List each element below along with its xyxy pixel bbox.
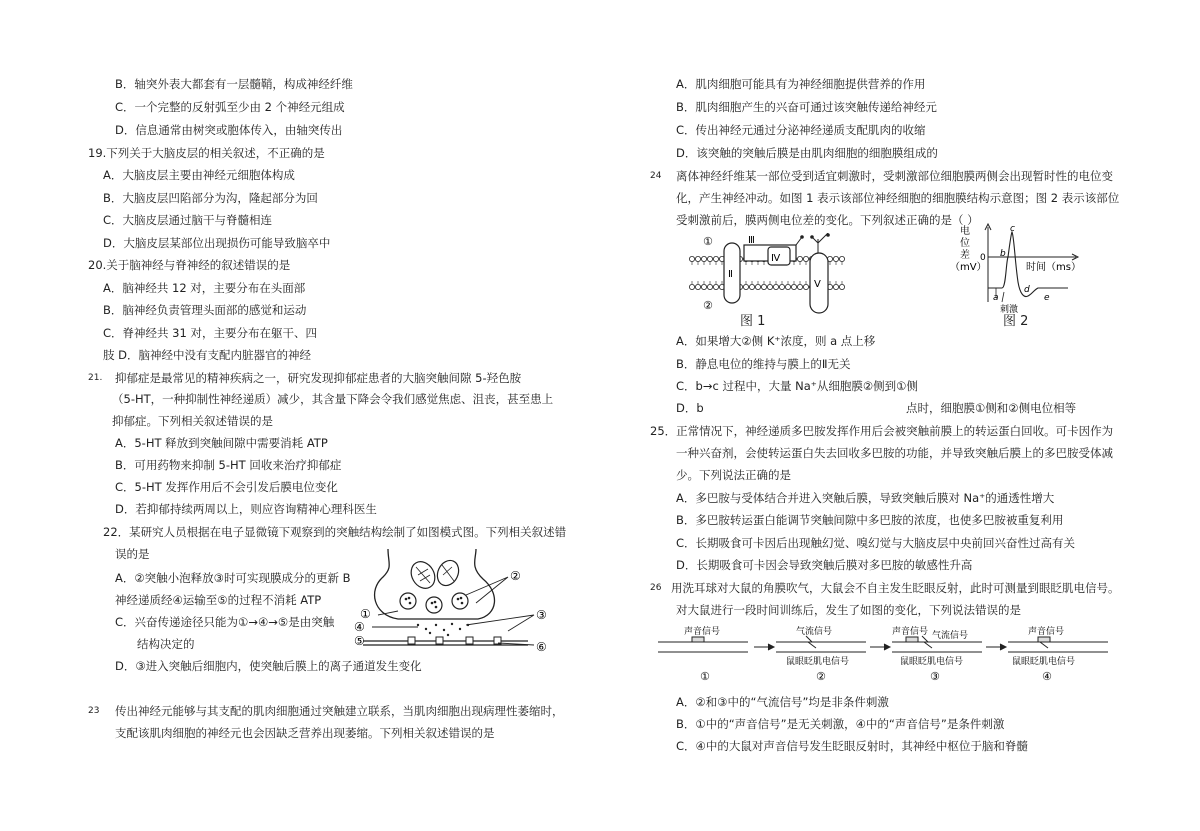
lipid-head [743,284,748,289]
q23-option-c: C．传出神经元通过分泌神经递质支配肌肉的收缩 [676,123,926,137]
q21-stem-line-2: （5-HT，一种抑制性神经递质）减少，其含量下降会令我们感觉焦虑、沮丧，甚至患上 [112,392,554,406]
q18-option-d: D．信息通常由树突或胞体传入，由轴突传出 [115,123,343,137]
q25-stem-line-1: 25．正常情况下，神经递质多巴胺发挥作用后会被突触前膜上的转运蛋白回收。可卡因作为 [650,424,1114,438]
q24-number: 24 [650,171,662,181]
zero-label: 0 [980,253,986,263]
panel-2-top: 气流信号 [796,627,833,637]
lipid-head [755,284,760,289]
conditioning-diagram [656,622,1112,684]
figure-2-caption: 图 2 [1003,314,1029,329]
panel-3-top: 声音信号 [892,627,929,637]
q26-number: 26 [650,583,662,593]
q26-option-c: C．④中的大鼠对声音信号发生眨眼反射时，其神经中枢位于脑和脊髓 [676,739,1028,753]
q19-stem: 19.下列关于大脑皮层的相关叙述，不正确的是 [88,146,325,160]
q19-option-c: C．大脑皮层通过脑干与脊髓相连 [103,213,273,227]
synapse-label-5: ⑤ [354,634,365,648]
q20-option-c: C．脊神经共 31 对，主要分布在躯干、四 [103,326,317,340]
q23-option-b: B．肌肉细胞产生的兴奋可通过该突触传递给神经元 [676,100,937,114]
lipid-head [701,284,706,289]
q22-option-b: 神经递质经④运输至⑤的过程不消耗 ATP [115,593,322,607]
panel-3-bottom: 鼠眼眨肌电信号 [900,657,964,667]
q25-stem-line-3: 少。下列说法正确的是 [676,468,791,482]
synapse-label-6: ⑥ [536,640,547,654]
ylabel-unit: （mV） [950,262,987,273]
q23-stem-line-1: 传出神经元能够与其支配的肌肉细胞通过突触建立联系，当肌肉细胞出现病理性萎缩时， [115,704,564,718]
potential-graph [948,222,1088,314]
panel-4-num: ④ [1042,670,1052,683]
ylabel-char-1: 电 [960,226,970,237]
lipid-head [779,284,784,289]
panel-1-num: ① [700,670,710,683]
q22-stem-line-1: 22．某研究人员根据在电子显微镜下观察到的突触结构绘制了如图模式图。下列相关叙述错 [103,525,567,539]
lipid-head [713,256,718,261]
stimulus-label: 刺激 [1000,305,1019,314]
lipid-head [773,284,778,289]
q21-option-a: A．5-HT 释放到突触间隙中需要消耗 ATP [115,436,328,450]
panel-2-num: ② [816,670,826,683]
q26-option-b: B．①中的“声音信号”是无关刺激，④中的“声音信号”是条件刺激 [676,717,1005,731]
lipid-head [695,284,700,289]
q22-option-c: C．兴奋传递途径只能为①→④→⑤是由突触 [115,615,335,629]
q26-option-a: A．②和③中的“气流信号”均是非条件刺激 [676,695,889,709]
q23-option-d: D．该突触的突触后膜是由肌肉细胞的细胞膜组成的 [676,146,938,160]
point-e: e [1044,293,1050,303]
q25-option-b: B．多巴胺转运蛋白能调节突触间隙中多巴胺的浓度，也使多巴胺被重复利用 [676,513,1064,527]
lipid-head [695,256,700,261]
lipid-head [707,284,712,289]
point-b: b [1000,249,1006,259]
q25-option-a: A．多巴胺与受体结合并进入突触后膜，导致突触后膜对 Na⁺的通透性增大 [676,491,1055,505]
panel-4-top: 声音信号 [1028,627,1065,637]
lipid-head [761,284,766,289]
q21-option-b: B．可用药物来抑制 5-HT 回收来治疗抑郁症 [115,458,342,472]
q20-option-a: A．脑神经共 12 对，主要分布在头面部 [103,281,306,295]
lipid-head [839,256,844,261]
xlabel: 时间（ms） [1026,262,1081,273]
q25-stem-line-2: 一种兴奋剂，会使转运蛋白失去回收多巴胺的功能，并导致突触后膜上的多巴胺受体减 [676,446,1113,460]
q24-option-d-start: D．b [676,401,704,415]
q24-stem-line-1: 离体神经纤维某一部位受到适宜刺激时，受刺激部位细胞膜两侧会出现暂时性的电位变 [676,169,1113,183]
q21-option-c: C．5-HT 发挥作用后不会引发后膜电位变化 [115,480,338,494]
lipid-head [797,284,802,289]
q18-option-c: C．一个完整的反射弧至少由 2 个神经元组成 [115,100,345,114]
q22-option-d: D．③进入突触后细胞内，使突触后膜上的离子通道发生变化 [115,659,422,673]
q20-stem: 20.关于脑神经与脊神经的叙述错误的是 [88,258,291,272]
q23-stem-line-2: 支配该肌肉细胞的神经元也会因缺乏营养出现萎缩。下列相关叙述错误的是 [115,726,495,740]
q23-number: 23 [88,706,100,716]
membrane-side-2: ② [703,299,713,312]
panel-4-bottom: 鼠眼眨肌电信号 [1012,657,1076,667]
lipid-head [785,284,790,289]
lipid-head [833,256,838,261]
lipid-head [803,284,808,289]
q21-number: 21. [88,373,103,383]
ylabel-char-3: 差 [960,250,970,261]
lipid-head [689,284,694,289]
q25-option-d: D．长期吸食可卡因会导致突触后膜对多巴胺的敏感性升高 [676,558,973,572]
lipid-head [713,284,718,289]
ylabel-char-2: 位 [960,238,970,249]
synapse-label-4: ④ [354,620,365,634]
lipid-head [839,284,844,289]
lipid-head [833,284,838,289]
q20-option-b: B．脑神经负责管理头面部的感觉和运动 [103,303,307,317]
q22-option-a: A．②突触小泡释放③时可实现膜成分的更新 B [115,571,351,585]
q26-stem-line-1: 用洗耳球对大鼠的角膜吹气，大鼠会不自主发生眨眼反射，此时可测量到眼眨肌电信号。 [671,581,1120,595]
q18-option-b: B．轴突外表大都套有一层髓鞘，构成神经纤维 [115,77,353,91]
q23-option-a: A．肌肉细胞可能具有为神经细胞提供营养的作用 [676,77,926,91]
panel-1-top: 声音信号 [684,627,721,637]
q22-stem-line-2: 误的是 [115,547,150,561]
q20-option-d: 肢 D．脑神经中没有支配内脏器官的神经 [103,348,312,362]
membrane-label-iv: Ⅳ [771,253,781,264]
q26-stem-line-2: 对大鼠进行一段时间训练后，发生了如图的变化，下列说法错误的是 [676,603,1021,617]
synapse-label-1: ① [360,607,371,621]
point-d: d [1024,285,1030,295]
membrane-diagram [688,233,848,328]
q24-stem-line-2: 化，产生神经冲动。如图 1 表示该部位神经细胞的细胞膜结构示意图；图 2 表示该部位 [676,191,1120,205]
q19-option-a: A．大脑皮层主要由神经元细胞体构成 [103,168,295,182]
lipid-head [707,256,712,261]
q21-stem-line-3: 抑郁症。下列相关叙述错误的是 [112,414,273,428]
point-c: c [1010,224,1015,234]
lipid-head [701,256,706,261]
q24-option-b: B．静息电位的维持与膜上的Ⅱ无关 [676,357,851,371]
membrane-side-1: ① [703,235,713,248]
lipid-head [791,284,796,289]
lipid-head [749,284,754,289]
synapse-label-3: ③ [536,608,547,622]
point-a: a [993,293,999,303]
figure-1-caption: 图 1 [740,314,766,329]
membrane-label-iii: Ⅲ [748,235,755,246]
panel-2-bottom: 鼠眼眨肌电信号 [786,657,850,667]
panel-3-top2: 气流信号 [932,631,969,641]
lipid-head [689,256,694,261]
q21-stem-line-1: 抑郁症是最常见的精神疾病之一，研究发现抑郁症患者的大脑突触间隙 5-羟色胺 [115,371,522,385]
q24-option-a: A．如果增大②侧 K⁺浓度，则 a 点上移 [676,334,876,348]
panel-3-num: ③ [930,670,940,683]
membrane-label-ii: Ⅱ [728,269,733,280]
synapse-label-2: ② [510,569,521,583]
lipid-head [803,256,808,261]
lipid-head [767,284,772,289]
q24-option-d-end: 点时，细胞膜①侧和②侧电位相等 [906,401,1077,415]
synapse-diagram [348,545,558,657]
q22-option-c-cont: 结构决定的 [137,637,195,651]
q21-option-d: D．若抑郁持续两周以上，则应咨询精神心理科医生 [115,502,377,516]
q24-stem-line-3: 受刺激前后，膜两侧电位差的变化。下列叙述正确的是（ ） [676,213,979,227]
q19-option-b: B．大脑皮层凹陷部分为沟，隆起部分为回 [103,191,318,205]
membrane-label-v: Ⅴ [814,279,821,290]
lipid-head [797,256,802,261]
q25-option-c: C．长期吸食可卡因后出现触幻觉、嗅幻觉与大脑皮层中央前回兴奋性过高有关 [676,536,1076,550]
q19-option-d: D．大脑皮层某部位出现损伤可能导致脑卒中 [103,236,331,250]
q24-option-c: C．b→c 过程中，大量 Na⁺从细胞膜②侧到①侧 [676,379,918,393]
